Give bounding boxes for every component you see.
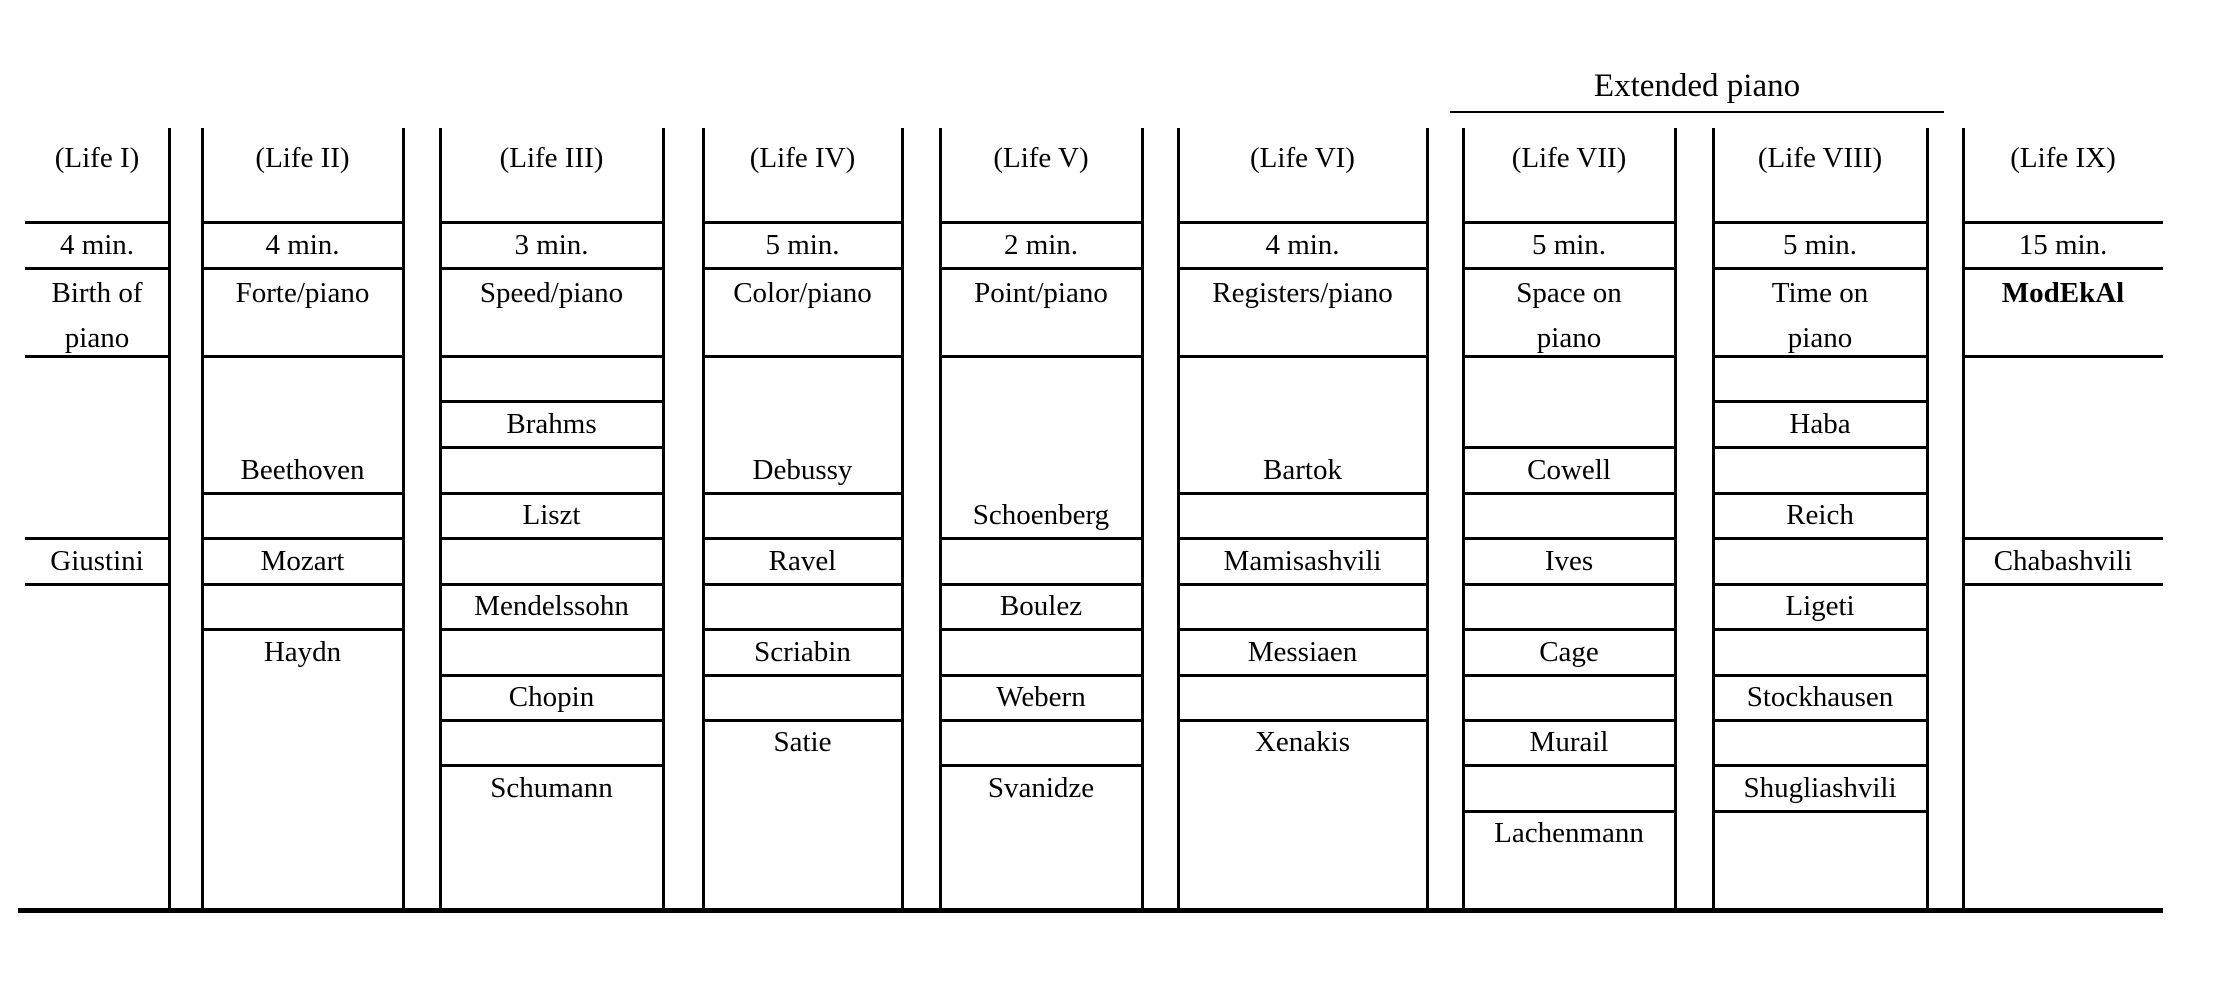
entry-beethoven: Beethoven — [240, 454, 365, 486]
entry-boulez: Boulez — [999, 590, 1083, 622]
column-life-ix-border-4 — [1963, 583, 2163, 586]
entry-webern: Webern — [996, 681, 1086, 713]
column-life-iii-border-2 — [440, 355, 663, 358]
entry-mendelssohn: Mendelssohn — [474, 590, 629, 622]
duration-life-iii: 3 min. — [514, 229, 589, 261]
entry-lachenmann: Lachenmann — [1494, 817, 1644, 849]
baseline-rule — [18, 908, 2163, 913]
entry-cage: Cage — [1539, 636, 1599, 668]
column-header-life-viii: (Life VIII) — [1757, 142, 1883, 174]
entry-debussy: Debussy — [752, 454, 853, 486]
entry-reich: Reich — [1786, 499, 1854, 531]
entry-bartok: Bartok — [1263, 454, 1342, 486]
entry-stockhausen: Stockhausen — [1746, 681, 1894, 713]
duration-life-v: 2 min. — [1003, 229, 1079, 261]
column-life-v-border-1 — [940, 267, 1142, 270]
column-life-ix-border-1 — [1963, 267, 2163, 270]
duration-life-iv: 5 min. — [765, 229, 840, 261]
column-life-ii-border-5 — [202, 583, 403, 586]
column-life-vii-border-6 — [1463, 583, 1675, 586]
entry-messiaen: Messiaen — [1247, 636, 1358, 668]
title-life-viii-line-2: piano — [1787, 322, 1853, 354]
column-life-iii-border-10 — [440, 719, 663, 722]
column-life-v-border-2 — [940, 355, 1142, 358]
column-life-iv-border-3 — [703, 492, 902, 495]
column-header-life-ii: (Life II) — [255, 142, 350, 174]
column-header-life-i: (Life I) — [54, 142, 140, 174]
entry-scriabin: Scriabin — [754, 636, 851, 668]
column-life-vii-border-4 — [1463, 492, 1675, 495]
extended-piano-heading: Extended piano — [1593, 68, 1801, 104]
title-life-vii-line-1: Space on — [1516, 277, 1622, 309]
title-life-i-line-2: piano — [64, 322, 130, 354]
column-life-iii-border-6 — [440, 537, 663, 540]
title-life-iii-line-1: Speed/piano — [479, 277, 624, 309]
column-life-vi-border-7 — [1178, 674, 1427, 677]
entry-murail: Murail — [1529, 726, 1609, 758]
column-life-v-border-5 — [940, 628, 1142, 631]
column-life-iv-border-5 — [703, 583, 902, 586]
column-life-iii-border-8 — [440, 628, 663, 631]
column-life-i-border-1 — [25, 267, 169, 270]
column-life-vi-border-5 — [1178, 583, 1427, 586]
title-life-iv-line-1: Color/piano — [733, 277, 872, 309]
column-life-vi-border-3 — [1178, 492, 1427, 495]
title-life-viii-line-1: Time on — [1771, 277, 1869, 309]
column-life-ix-border-2 — [1963, 355, 2163, 358]
column-life-viii-border-8 — [1713, 628, 1927, 631]
column-life-iv-border-1 — [703, 267, 902, 270]
title-life-v-line-1: Point/piano — [974, 277, 1108, 309]
column-life-vi-border-1 — [1178, 267, 1427, 270]
title-life-ii-line-1: Forte/piano — [235, 277, 370, 309]
entry-liszt: Liszt — [522, 499, 581, 531]
entry-svanidze: Svanidze — [987, 772, 1095, 804]
column-header-life-v: (Life V) — [993, 142, 1089, 174]
entry-xenakis: Xenakis — [1254, 726, 1351, 758]
column-life-iv-border-2 — [703, 355, 902, 358]
column-life-vii-border-10 — [1463, 764, 1675, 767]
entry-giustini: Giustini — [50, 545, 144, 577]
duration-life-ii: 4 min. — [265, 229, 340, 261]
entry-ives: Ives — [1544, 545, 1594, 577]
title-life-vi-line-1: Registers/piano — [1212, 277, 1393, 309]
entry-mozart: Mozart — [260, 545, 345, 577]
column-life-ii-border-3 — [202, 492, 403, 495]
entry-schumann: Schumann — [490, 772, 613, 804]
duration-life-vi: 4 min. — [1265, 229, 1340, 261]
entry-mamisashvili: Mamisashvili — [1223, 545, 1382, 577]
entry-ravel: Ravel — [768, 545, 837, 577]
column-life-iii-border-1 — [440, 267, 663, 270]
column-header-life-iii: (Life III) — [499, 142, 604, 174]
duration-life-vii: 5 min. — [1531, 229, 1607, 261]
entry-schoenberg: Schoenberg — [972, 499, 1110, 531]
column-life-vii-border-8 — [1463, 674, 1675, 677]
entry-chopin: Chopin — [508, 681, 595, 713]
column-life-v-border-7 — [940, 719, 1142, 722]
extended-piano-underline — [1450, 111, 1944, 113]
title-life-ix-line-1: ModEkAl — [2001, 277, 2125, 309]
column-life-i-border-4 — [25, 583, 169, 586]
title-life-vii-line-2: piano — [1536, 322, 1602, 354]
duration-life-i: 4 min. — [59, 229, 135, 261]
entry-haba: Haba — [1789, 408, 1851, 440]
column-header-life-iv: (Life IV) — [749, 142, 856, 174]
column-life-viii-border-6 — [1713, 537, 1927, 540]
column-life-ii-border-1 — [202, 267, 403, 270]
title-life-i-line-1: Birth of — [51, 277, 143, 309]
column-life-viii-border-4 — [1713, 446, 1927, 449]
column-life-vii-border-1 — [1463, 267, 1675, 270]
entry-brahms: Brahms — [506, 408, 597, 440]
column-header-life-vi: (Life VI) — [1250, 142, 1355, 174]
column-life-v-border-3 — [940, 537, 1142, 540]
column-life-viii-border-12 — [1713, 810, 1927, 813]
entry-haydn: Haydn — [263, 636, 342, 668]
column-life-iv-border-7 — [703, 674, 902, 677]
column-life-iii-border-4 — [440, 446, 663, 449]
column-life-ii-border-2 — [202, 355, 403, 358]
column-life-vi-border-2 — [1178, 355, 1427, 358]
duration-life-ix: 15 min. — [2018, 229, 2108, 261]
column-life-viii-border-10 — [1713, 719, 1927, 722]
column-header-life-vii: (Life VII) — [1511, 142, 1627, 174]
column-life-viii-border-1 — [1713, 267, 1927, 270]
column-header-life-ix: (Life IX) — [2010, 142, 2116, 174]
entry-cowell: Cowell — [1527, 454, 1611, 486]
entry-shugliashvili: Shugliashvili — [1743, 772, 1897, 804]
entry-satie: Satie — [773, 726, 832, 758]
duration-life-viii: 5 min. — [1782, 229, 1858, 261]
entry-ligeti: Ligeti — [1785, 590, 1855, 622]
entry-chabashvili: Chabashvili — [1993, 545, 2133, 577]
